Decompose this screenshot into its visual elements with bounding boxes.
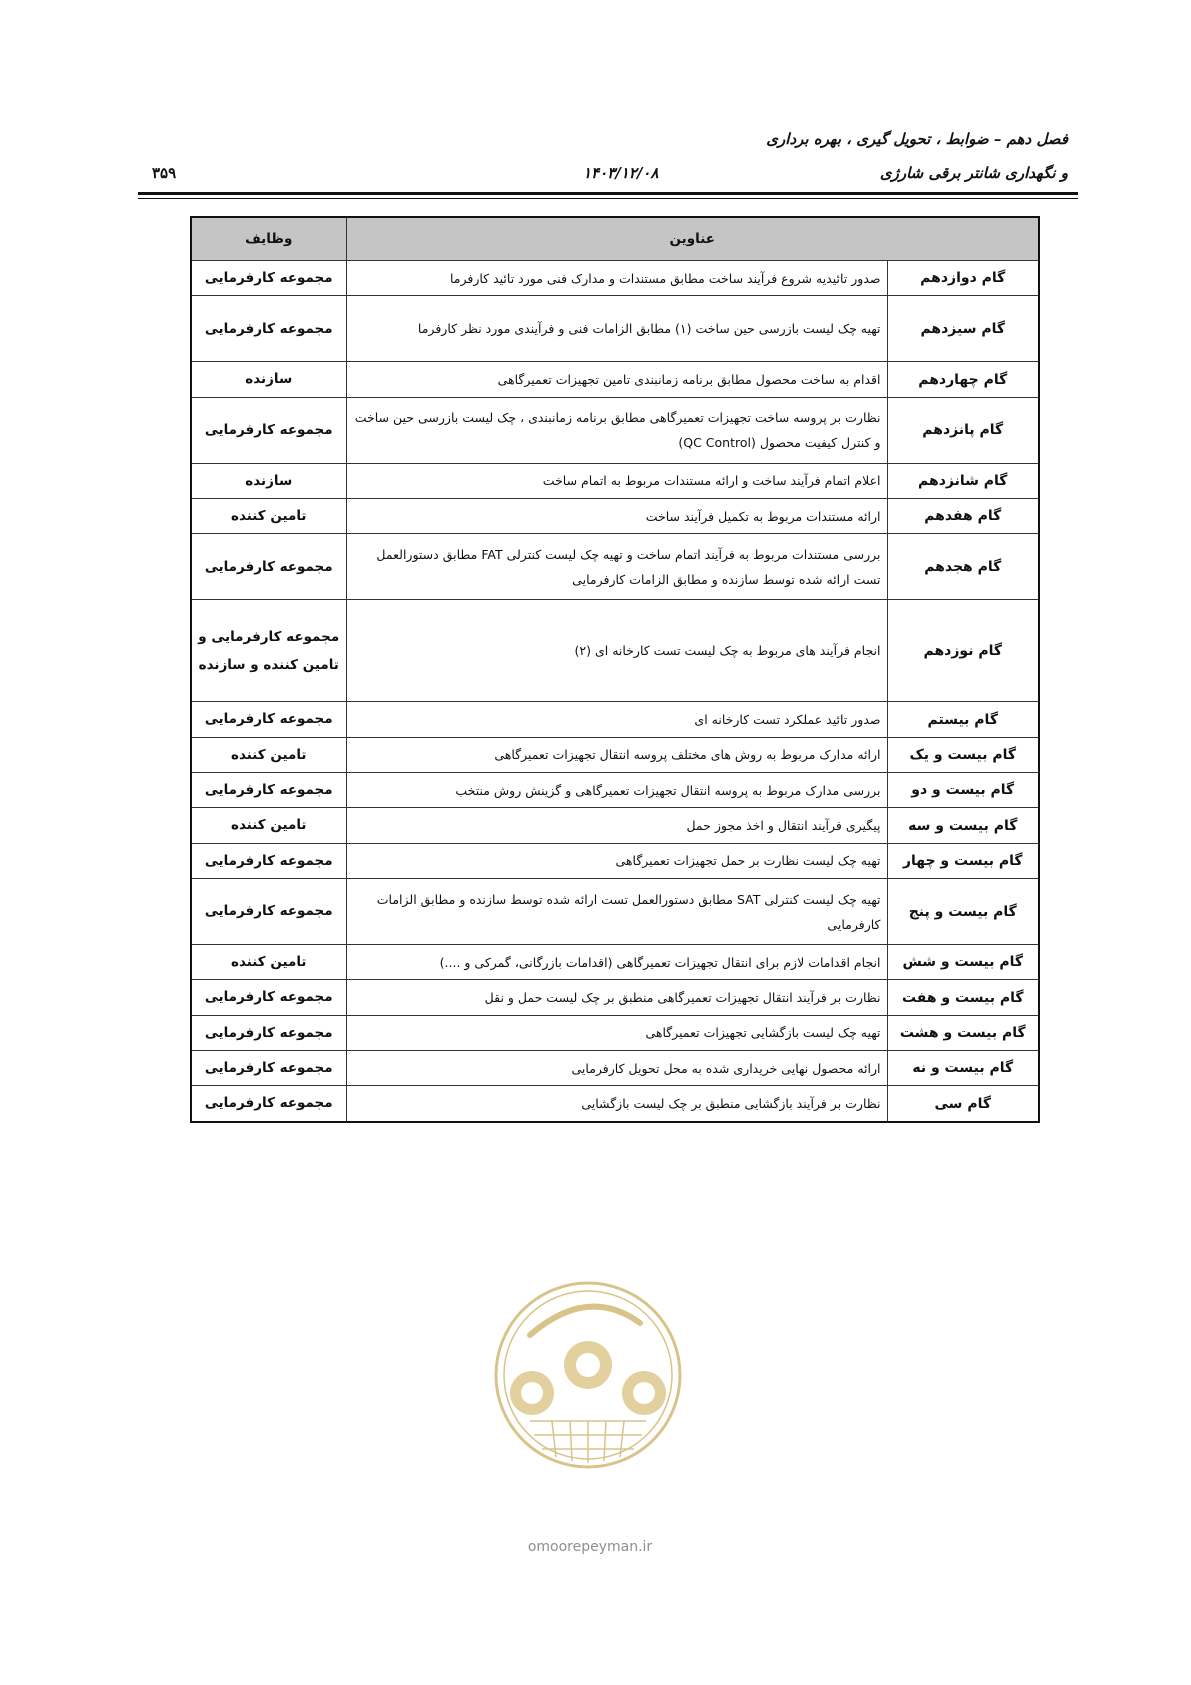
- duty-cell: تامین کننده: [191, 945, 346, 980]
- column-header-duties: وظایف: [191, 217, 346, 261]
- step-cell: گام بیست و هفت: [887, 980, 1039, 1015]
- table-row: [191, 362, 1039, 397]
- table-row: [191, 534, 1039, 600]
- duty-cell: مجموعه کارفرمایی و تامین کننده و سازنده: [191, 600, 346, 702]
- description-cell: ارائه محصول نهایی خریداری شده به محل تحویل کارفرمایی: [346, 1051, 887, 1086]
- step-cell: گام سیزدهم: [887, 296, 1039, 362]
- duty-cell: مجموعه کارفرمایی: [191, 843, 346, 878]
- omoore-peyman-logo: [490, 1265, 686, 1519]
- duty-cell: تامین کننده: [191, 737, 346, 772]
- step-cell: گام بیست و شش: [887, 945, 1039, 980]
- description-cell: پیگیری فرآیند انتقال و اخذ مجوز حمل: [346, 808, 887, 843]
- description-cell: نظارت بر فرآیند بازگشایی منطبق بر چک لیست بازگشایی: [346, 1086, 887, 1122]
- duty-cell: مجموعه کارفرمایی: [191, 1015, 346, 1050]
- page-header: [138, 126, 1078, 206]
- header-rule-thick: [138, 192, 1078, 195]
- step-cell: گام هفدهم: [887, 499, 1039, 534]
- duty-cell: مجموعه کارفرمایی: [191, 1051, 346, 1086]
- table-row: [191, 773, 1039, 808]
- header-rule-thin: [138, 198, 1078, 199]
- table-row: [191, 1086, 1039, 1122]
- page-number: ۳۵۹: [152, 164, 177, 182]
- logo-url: omoorepeyman.ir: [527, 1539, 653, 1555]
- step-cell: گام بیست و سه: [887, 808, 1039, 843]
- duty-cell: سازنده: [191, 362, 346, 397]
- description-cell: ارائه مستندات مربوط به تکمیل فرآیند ساخت: [346, 499, 887, 534]
- table-row: [191, 843, 1039, 878]
- column-header-titles: عناوین: [346, 217, 1039, 261]
- chapter-title: فصل دهم – ضوابط ، تحویل گیری ، بهره برداری: [766, 130, 1068, 148]
- duty-cell: مجموعه کارفرمایی: [191, 879, 346, 945]
- step-cell: گام پانزدهم: [887, 397, 1039, 463]
- step-cell: گام شانزدهم: [887, 463, 1039, 498]
- description-cell: تهیه چک لیست بازگشایی تجهیزات تعمیرگاهی: [346, 1015, 887, 1050]
- step-cell: گام بیست و چهار: [887, 843, 1039, 878]
- description-cell: تهیه چک لیست نظارت بر حمل تجهیزات تعمیرگاهی: [346, 843, 887, 878]
- duty-cell: مجموعه کارفرمایی: [191, 296, 346, 362]
- description-cell: ارائه مدارک مربوط به روش های مختلف پروسه انتقال تجهیزات تعمیرگاهی: [346, 737, 887, 772]
- table-row: [191, 600, 1039, 702]
- table-row: [191, 702, 1039, 737]
- table-header-row: [191, 217, 1039, 261]
- duty-cell: تامین کننده: [191, 499, 346, 534]
- table-row: [191, 980, 1039, 1015]
- duty-cell: مجموعه کارفرمایی: [191, 773, 346, 808]
- table-row: [191, 499, 1039, 534]
- step-cell: گام بیستم: [887, 702, 1039, 737]
- description-cell: بررسی مستندات مربوط به فرآیند اتمام ساخت و تهیه چک لیست کنترلی FAT مطابق دستورالعمل تست ارائه شده توسط سازنده و مطابق الزامات کارفرمایی: [346, 534, 887, 600]
- chapter-subtitle: و نگهداری شانتر برقی شارژی: [879, 164, 1068, 182]
- table-row: [191, 808, 1039, 843]
- description-cell: نظارت بر فرآیند انتقال تجهیزات تعمیرگاهی منطبق بر چک لیست حمل و نقل: [346, 980, 887, 1015]
- table-row: [191, 1051, 1039, 1086]
- duty-cell: مجموعه کارفرمایی: [191, 1086, 346, 1122]
- step-cell: گام سی: [887, 1086, 1039, 1122]
- step-cell: گام بیست و نه: [887, 1051, 1039, 1086]
- step-cell: گام بیست و دو: [887, 773, 1039, 808]
- table-row: [191, 261, 1039, 296]
- step-cell: گام هجدهم: [887, 534, 1039, 600]
- description-cell: انجام فرآیند های مربوط به چک لیست تست کارخانه ای (۲): [346, 600, 887, 702]
- description-cell: اعلام اتمام فرآیند ساخت و ارائه مستندات مربوط به اتمام ساخت: [346, 463, 887, 498]
- table-row: [191, 1015, 1039, 1050]
- description-cell: نظارت بر پروسه ساخت تجهیزات تعمیرگاهی مطابق برنامه زمانبندی ، چک لیست بازرسی حین ساخت و کنترل کیفیت محصول (QC Control): [346, 397, 887, 463]
- description-cell: اقدام به ساخت محصول مطابق برنامه زمانبندی تامین تجهیزات تعمیرگاهی: [346, 362, 887, 397]
- description-cell: تهیه چک لیست کنترلی SAT مطابق دستورالعمل تست ارائه شده توسط سازنده و مطابق الزامات کارفرمایی: [346, 879, 887, 945]
- header-date: ۱۴۰۳/۱۲/۰۸: [583, 164, 659, 182]
- description-cell: صدور تائید عملکرد تست کارخانه ای: [346, 702, 887, 737]
- step-cell: گام بیست و هشت: [887, 1015, 1039, 1050]
- description-cell: صدور تائیدیه شروع فرآیند ساخت مطابق مستندات و مدارک فنی مورد تائید کارفرما: [346, 261, 887, 296]
- duty-cell: مجموعه کارفرمایی: [191, 261, 346, 296]
- duty-cell: مجموعه کارفرمایی: [191, 534, 346, 600]
- table-row: [191, 945, 1039, 980]
- duty-cell: تامین کننده: [191, 808, 346, 843]
- description-cell: انجام اقدامات لازم برای انتقال تجهیزات تعمیرگاهی (اقدامات بازرگانی، گمرکی و ....): [346, 945, 887, 980]
- duty-cell: مجموعه کارفرمایی: [191, 980, 346, 1015]
- table-row: [191, 879, 1039, 945]
- duty-cell: مجموعه کارفرمایی: [191, 397, 346, 463]
- table-row: [191, 463, 1039, 498]
- table-row: [191, 397, 1039, 463]
- description-cell: بررسی مدارک مربوط به پروسه انتقال تجهیزات تعمیرگاهی و گزینش روش منتخب: [346, 773, 887, 808]
- table-row: [191, 737, 1039, 772]
- step-cell: گام بیست و پنج: [887, 879, 1039, 945]
- step-cell: گام چهاردهم: [887, 362, 1039, 397]
- duty-cell: مجموعه کارفرمایی: [191, 702, 346, 737]
- description-cell: تهیه چک لیست بازرسی حین ساخت (۱) مطابق الزامات فنی و فرآیندی مورد نظر کارفرما: [346, 296, 887, 362]
- step-cell: گام بیست و یک: [887, 737, 1039, 772]
- step-cell: گام دوازدهم: [887, 261, 1039, 296]
- table-row: [191, 296, 1039, 362]
- steps-table: [190, 216, 1040, 1123]
- step-cell: گام نوزدهم: [887, 600, 1039, 702]
- duty-cell: سازنده: [191, 463, 346, 498]
- table-body: [191, 261, 1039, 1122]
